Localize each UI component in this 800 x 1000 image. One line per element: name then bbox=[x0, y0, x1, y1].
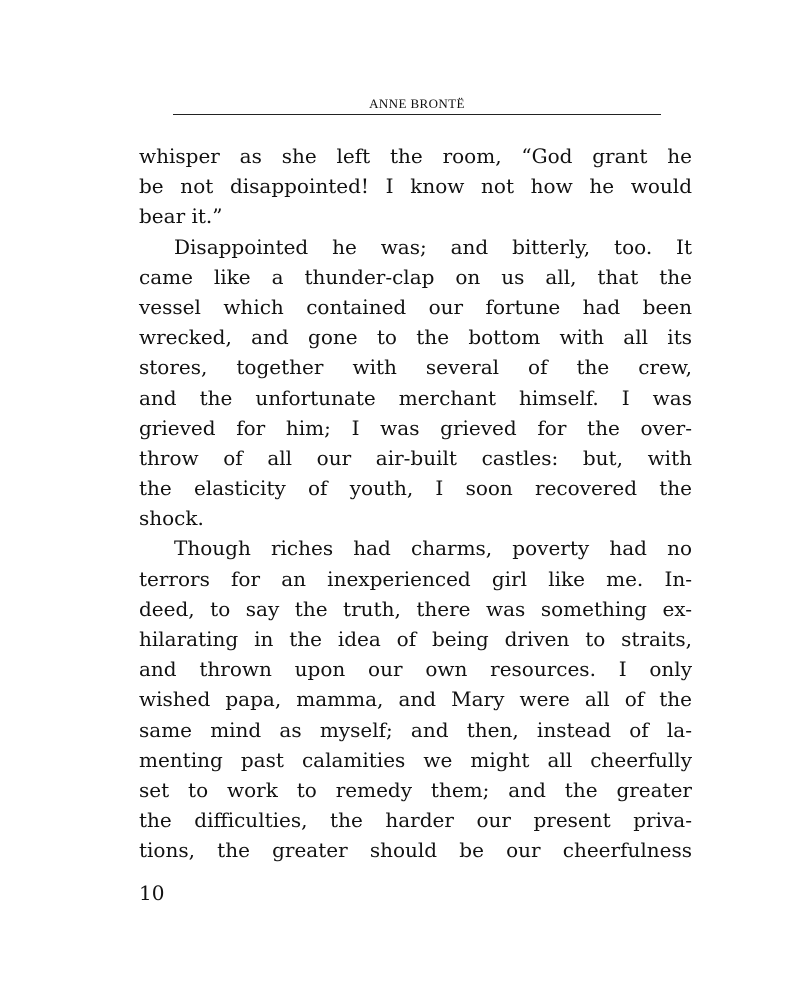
text-line: be not disappointed! I know not how he would bbox=[139, 174, 692, 199]
text-line: whisper as she left the room, “God grant he bbox=[139, 144, 692, 168]
text-line: vessel which contained our fortune had been bbox=[139, 294, 692, 319]
running-header: ANNE BRONTË bbox=[173, 96, 661, 115]
text-line: terrors for an inexperienced girl like me. In- bbox=[139, 566, 692, 591]
text-line: stores, together with several of the crew, bbox=[139, 355, 692, 380]
text-line: deed, to say the truth, there was something ex- bbox=[139, 596, 692, 621]
text-line: bear it.” bbox=[139, 204, 223, 229]
text-line: set to work to remedy them; and the greater bbox=[139, 777, 692, 802]
page-number: 10 bbox=[139, 881, 165, 905]
text-line: grieved for him; I was grieved for the over- bbox=[139, 415, 692, 440]
text-line: hilarating in the idea of being driven to straits, bbox=[139, 627, 692, 651]
text-line: tions, the greater should be our cheerfulness bbox=[139, 838, 692, 863]
text-line: the difficulties, the harder our present priva- bbox=[139, 808, 692, 833]
text-line: and the unfortunate merchant himself. I was bbox=[139, 385, 692, 410]
text-line: menting past calamities we might all cheerfully bbox=[139, 747, 692, 772]
text-line: came like a thunder-clap on us all, that the bbox=[139, 264, 692, 289]
paragraph-start-line: Though riches had charms, poverty had no bbox=[174, 536, 692, 561]
text-line: shock. bbox=[139, 506, 204, 531]
text-line: the elasticity of youth, I soon recovered the bbox=[139, 476, 692, 501]
text-line: wished papa, mamma, and Mary were all of the bbox=[139, 687, 692, 712]
body-text bbox=[139, 141, 692, 866]
text-line: same mind as myself; and then, instead of la- bbox=[139, 717, 692, 742]
text-line: and thrown upon our own resources. I only bbox=[139, 657, 692, 682]
text-line: throw of all our air-built castles: but, with bbox=[139, 445, 692, 470]
text-line: wrecked, and gone to the bottom with all its bbox=[139, 325, 692, 350]
paragraph-start-line: Disappointed he was; and bitterly, too. It bbox=[174, 234, 692, 259]
